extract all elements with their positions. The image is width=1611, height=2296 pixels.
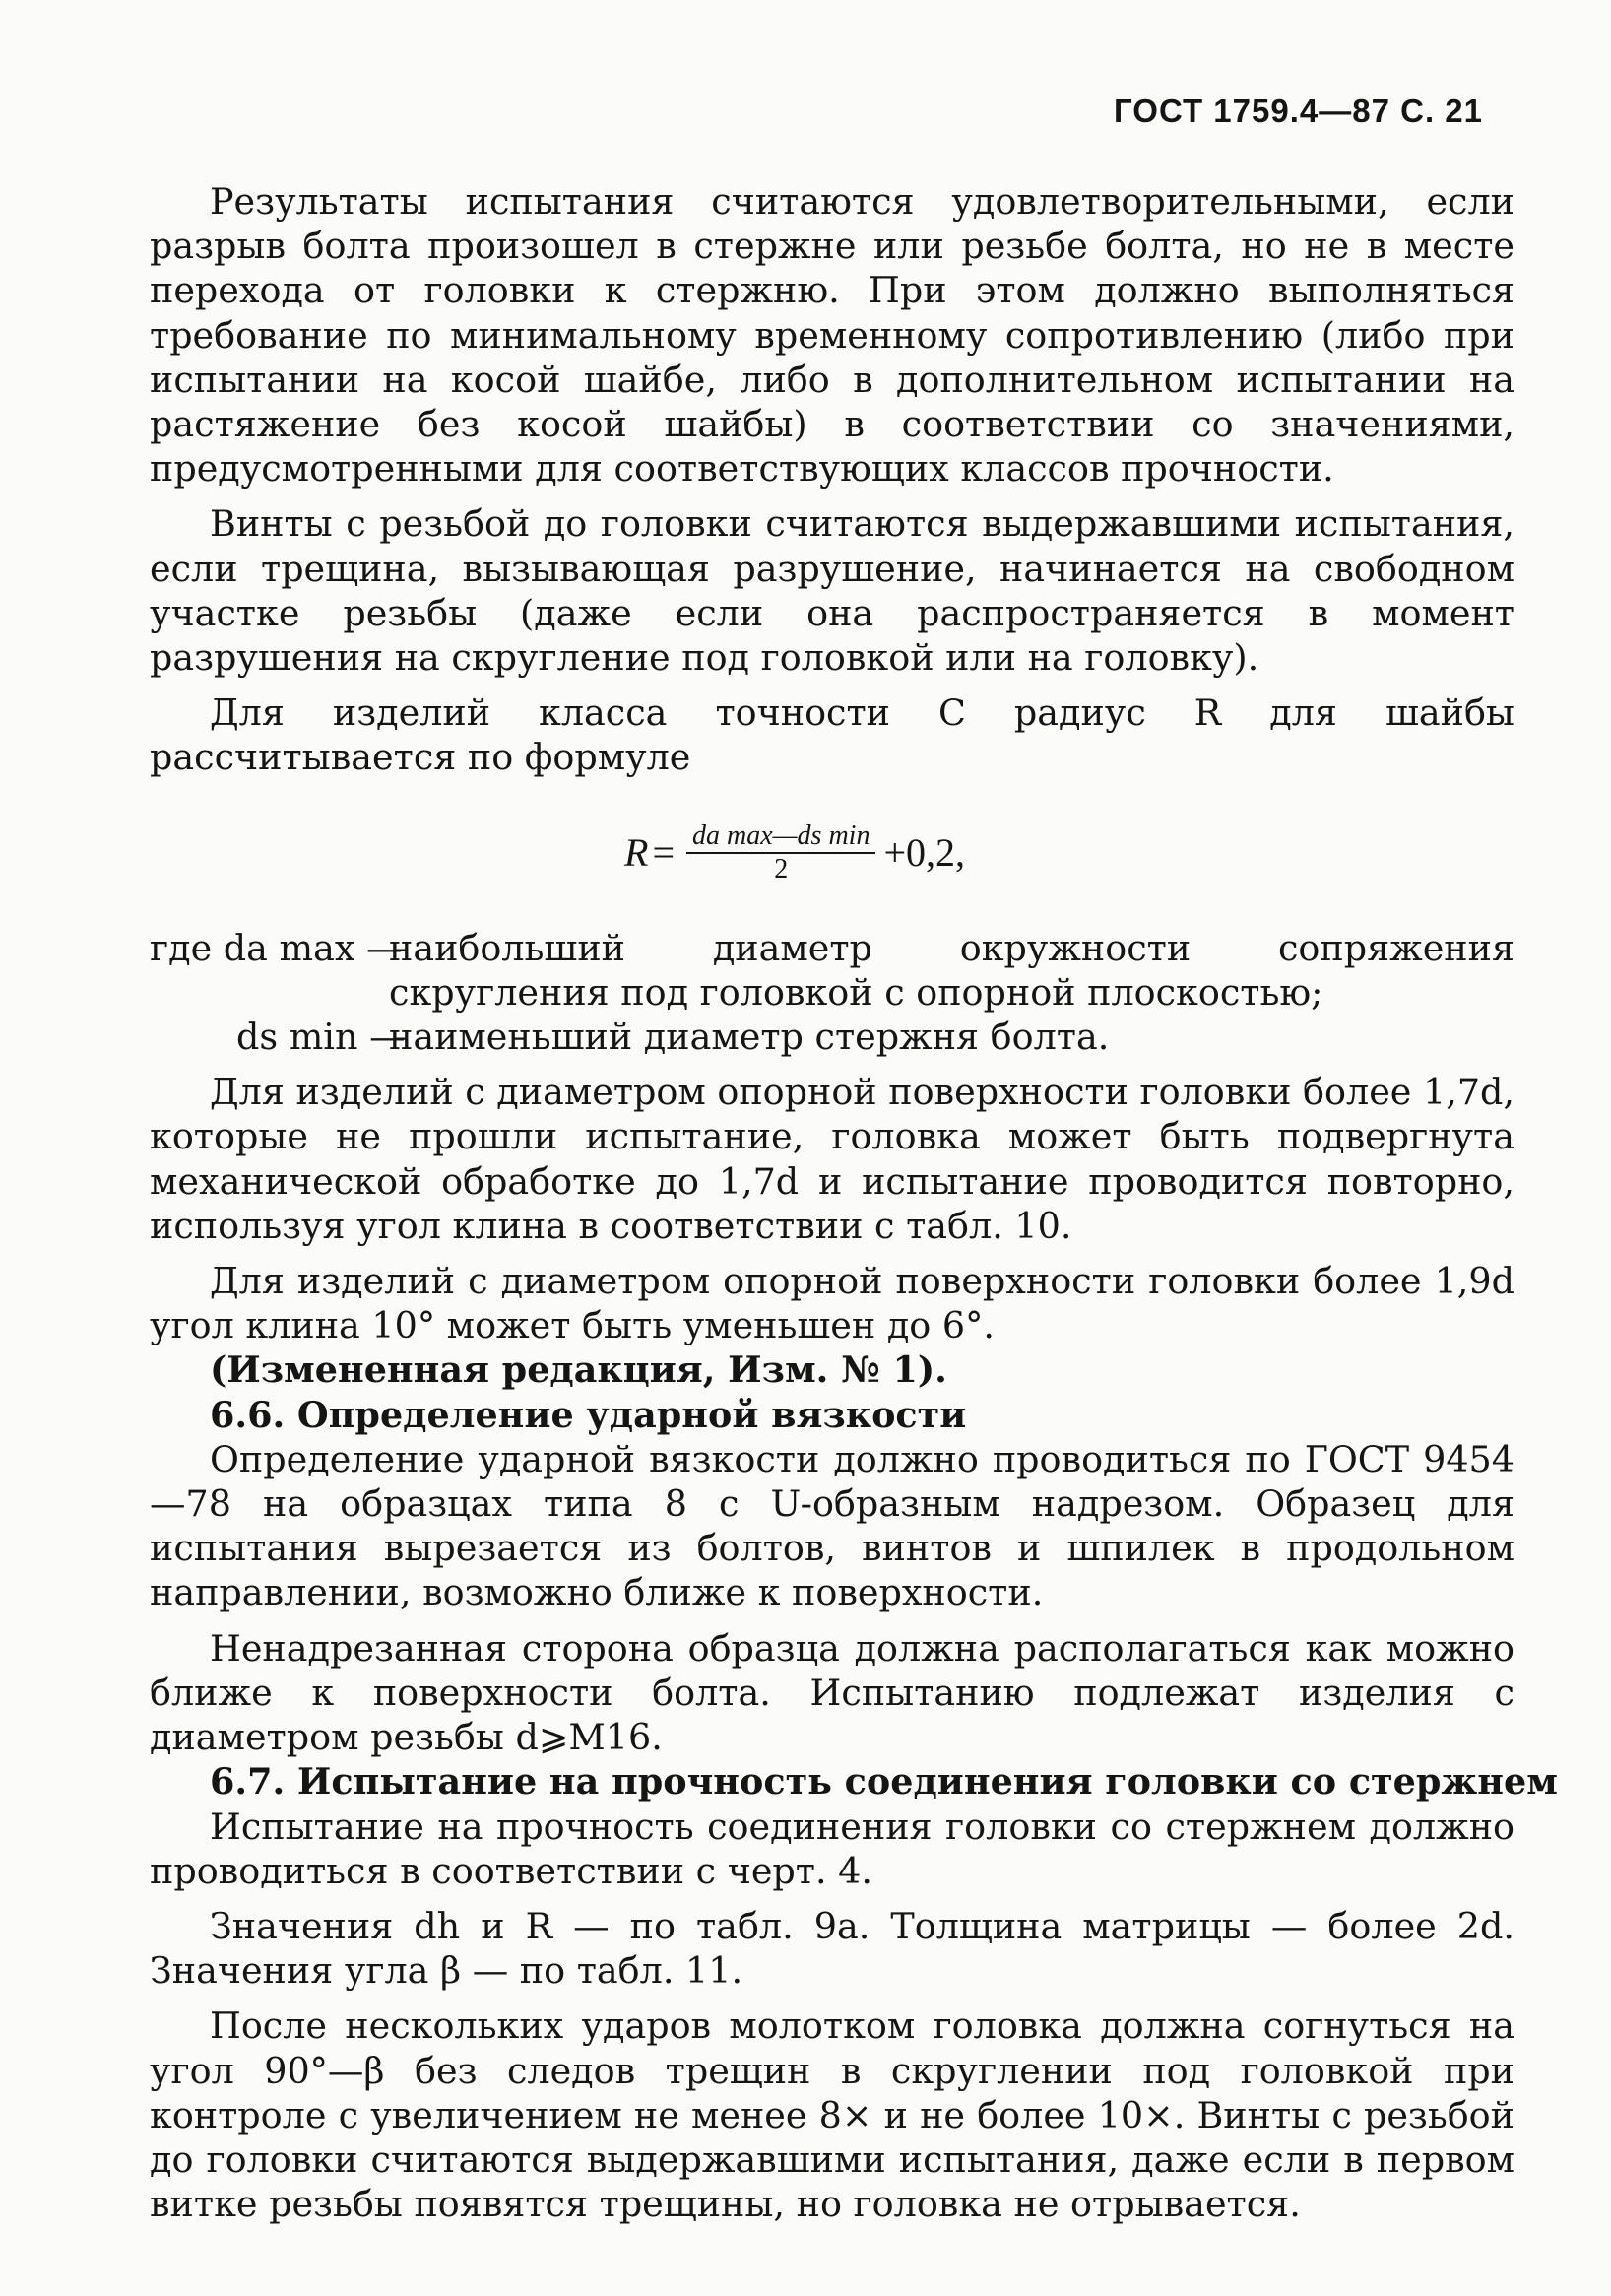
formula-lhs: R [624, 830, 649, 876]
paragraph-machining: Для изделий с диаметром опорной поверхности головки более 1,7d, которые не прошли испытание, головка может быть подвергнута механической обработке до 1,7d и испытание проводится повторно, используя угол клина в соответствии с табл. 10. [150, 1071, 1515, 1247]
where-description-1: наибольший диаметр окружности сопряжения скругления под головкой с опорной плоскостью; [389, 926, 1514, 1014]
paragraph-hammer-blows: После нескольких ударов молотком головка должна согнуться на угол 90°—β без следов трещин в скруглении под головкой при контроле с увеличением не менее 8× и не более 10×. Винты с резьбой до головки считаются выдержавшими испытания, даже если в первом витке резьбы появятся трещины, но головка не отрывается. [150, 2004, 1514, 2226]
paragraph-test-results: Результаты испытания считаются удовлетворительными, если разрыв болта произошел в стержне или резьбе болта, но не в месте перехода от головки к стержню. При этом должно выполняться требование по минимальному временному сопротивлению (либо при испытании на косой шайбе, либо в дополнительном испытании на растяжение без косой шайбы) в соответствии со значениями, предусмотренными для соответствующих классов прочности. [150, 180, 1514, 491]
formula-fraction [686, 820, 875, 886]
paragraph-radius-intro: Для изделий класса точности С радиус R для шайбы рассчитывается по формуле [150, 691, 1514, 779]
paragraph-wedge-angle: Для изделий с диаметром опорной поверхности головки более 1,9d угол клина 10° может быть уменьшен до 6°. [150, 1260, 1514, 1347]
formula-numerator: da max—ds min [686, 820, 875, 854]
paragraph-impact-test: Определение ударной вязкости должно проводиться по ГОСТ 9454—78 на образцах типа 8 с U-образным надрезом. Образец для испытания вырезается из болтов, винтов и шпилек в продольном направлении, возможно ближе к поверхности. [150, 1437, 1514, 1614]
where-description-2: наименьший диаметр стержня болта. [389, 1016, 1110, 1059]
formula-denominator: 2 [774, 853, 789, 885]
page-header: ГОСТ 1759.4—87 С. 21 [1114, 93, 1483, 129]
paragraph-head-strength: Испытание на прочность соединения головки со стержнем должно проводиться в соответствии с черт. 4. [150, 1804, 1514, 1892]
formula-equals: = [652, 830, 675, 876]
where-definition-2 [150, 1015, 1514, 1059]
document-body [150, 179, 1558, 2226]
section-heading-6-6: 6.6. Определение ударной вязкости [210, 1393, 967, 1436]
where-symbol-1: где da max — [150, 926, 403, 969]
where-symbol-2: ds min — [236, 1016, 406, 1059]
paragraph-unnotched-side: Ненадрезанная сторона образца должна располагаться как можно ближе к поверхности болта. Испытанию подлежат изделия с диаметром резьбы d⩾M16. [150, 1626, 1514, 1759]
amendment-note: (Измененная редакция, Изм. № 1). [210, 1348, 947, 1392]
paragraph-values: Значения dh и R — по табл. 9а. Толщина матрицы — более 2d. Значения угла β — по табл. 11. [150, 1904, 1514, 1993]
formula-rest: +0,2, [883, 830, 966, 876]
where-definition-1 [150, 926, 1514, 1015]
section-heading-6-7: 6.7. Испытание на прочность соединения головки со стержнем [210, 1760, 1558, 1804]
radius-formula [150, 806, 1514, 900]
paragraph-screws: Винты с резьбой до головки считаются выдержавшими испытания, если трещина, вызывающая разрушение, начинается на свободном участке резьбы (даже если она распространяется в момент разрушения на скругление под головкой или на головку). [150, 502, 1514, 680]
